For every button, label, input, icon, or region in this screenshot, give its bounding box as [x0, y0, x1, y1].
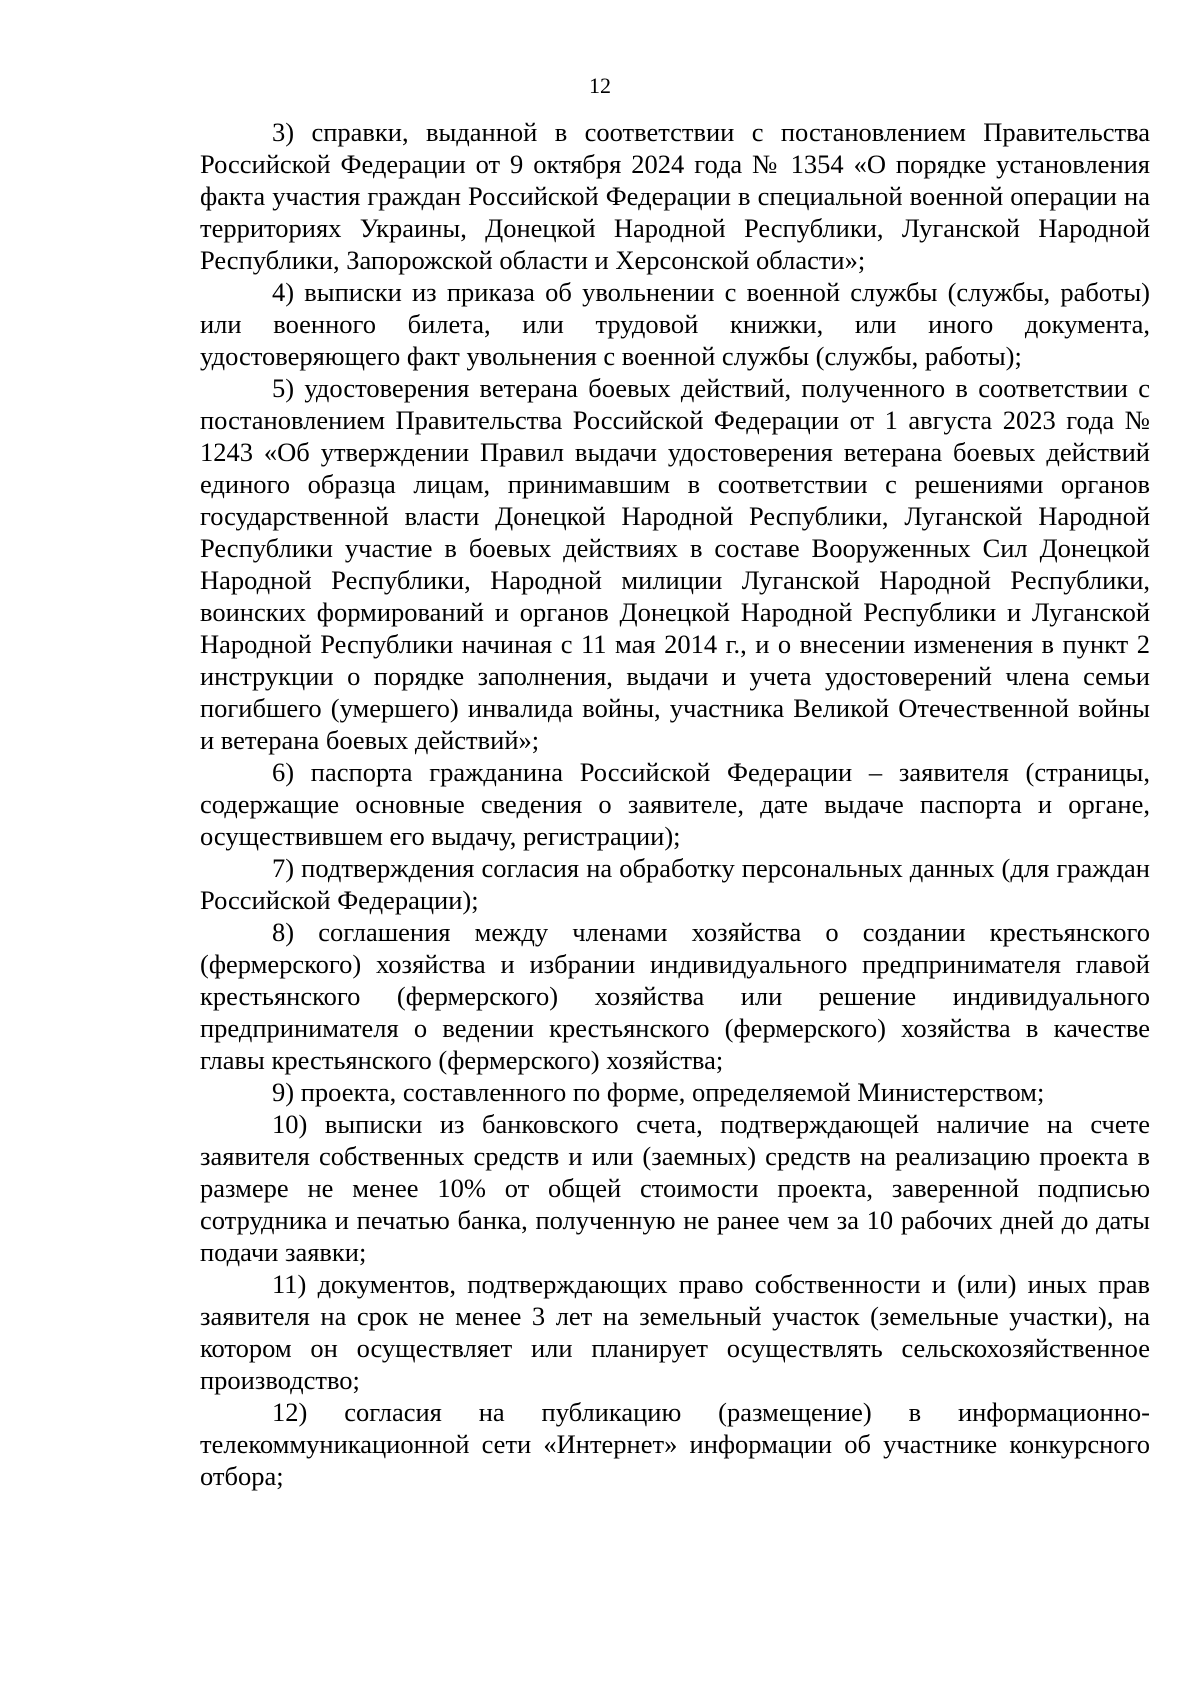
page-number: 12: [589, 73, 611, 98]
list-item-10: 10) выписки из банковского счета, подтверждающей наличие на счете заявителя собственных средств и или (заемных) средств на реализацию проекта в размере не менее 10% от общей стоимости проекта, заверенной подписью сотрудника и печатью банка, полученную не ранее чем за 10 рабочих дней до даты подачи заявки;: [200, 1109, 1150, 1267]
list-item-11: 11) документов, подтверждающих право собственности и (или) иных прав заявителя на срок не менее 3 лет на земельный участок (земельные участки), на котором он осуществляет или планирует осуществлять сельскохозяйственное производство;: [200, 1269, 1150, 1395]
list-item-9: 9) проекта, составленного по форме, определяемой Министерством;: [272, 1077, 1045, 1107]
document-body: [200, 116, 1150, 1492]
list-item-4: 4) выписки из приказа об увольнении с военной службы (службы, работы) или военного билета, или трудовой книжки, или иного документа, удостоверяющего факт увольнения с военной службы (службы, работы);: [200, 277, 1150, 371]
list-item-6: 6) паспорта гражданина Российской Федерации – заявителя (страницы, содержащие основные сведения о заявителе, дате выдаче паспорта и органе, осуществившем его выдачу, регистрации);: [200, 757, 1150, 851]
list-item-3: 3) справки, выданной в соответствии с постановлением Правительства Российской Федерации от 9 октября 2024 года № 1354 «О порядке установления факта участия граждан Российской Федерации в специальной военной операции на территориях Украины, Донецкой Народной Республики, Луганской Народной Республики, Запорожской области и Херсонской области»;: [200, 117, 1150, 275]
list-item-12: 12) согласия на публикацию (размещение) в информационно-телекоммуникационной сети «Интернет» информации об участнике конкурсного отбора;: [200, 1397, 1150, 1491]
list-item-8: 8) соглашения между членами хозяйства о создании крестьянского (фермерского) хозяйства и избрании индивидуального предпринимателя главой крестьянского (фермерского) хозяйства или решение индивидуального предпринимателя о ведении крестьянского (фермерского) хозяйства в качестве главы крестьянского (фермерского) хозяйства;: [200, 917, 1150, 1075]
list-item-5: 5) удостоверения ветерана боевых действий, полученного в соответствии с постановлением Правительства Российской Федерации от 1 августа 2023 года № 1243 «Об утверждении Правил выдачи удостоверения ветерана боевых действий единого образца лицам, принимавшим в соответствии с решениями органов государственной власти Донецкой Народной Республики, Луганской Народной Республики участие в боевых действиях в составе Вооруженных Сил Донецкой Народной Республики, Народной милиции Луганской Народной Республики, воинских формирований и органов Донецкой Народной Республики и Луганской Народной Республики начиная с 11 мая 2014 г., и о внесении изменения в пункт 2 инструкции о порядке заполнения, выдачи и учета удостоверений члена семьи погибшего (умершего) инвалида войны, участника Великой Отечественной войны и ветерана боевых действий»;: [200, 373, 1150, 755]
list-item-7: 7) подтверждения согласия на обработку персональных данных (для граждан Российской Федерации);: [200, 853, 1150, 915]
